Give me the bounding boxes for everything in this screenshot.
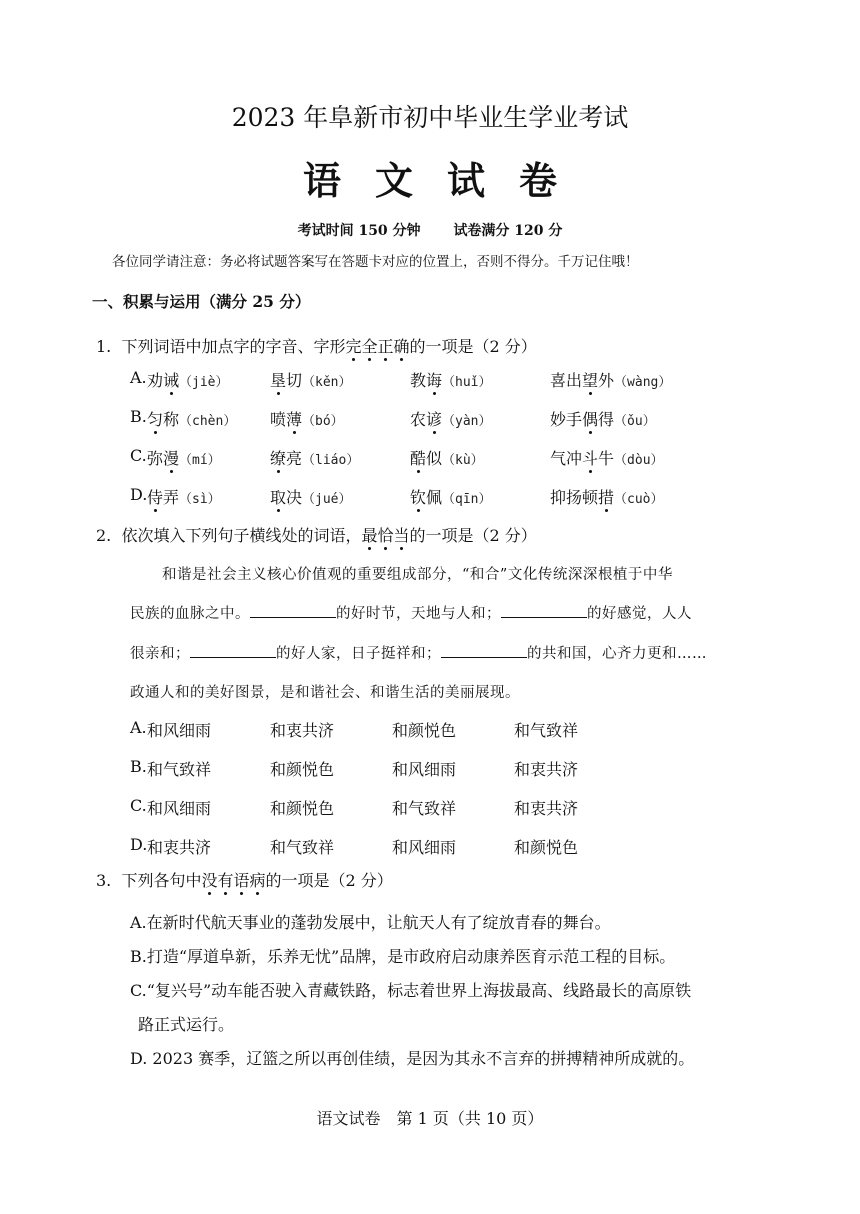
word-text: 亮: [286, 449, 303, 468]
word-text: 教: [410, 371, 427, 390]
pinyin: （ǒu）: [614, 414, 656, 429]
option-word[interactable]: [410, 368, 492, 391]
passage-text: 的好人家，日子挺祥和；: [276, 646, 441, 662]
option-label[interactable]: C.: [130, 796, 147, 815]
option-word[interactable]: 和颜悦色: [392, 721, 457, 740]
passage-text: 的好时节，天地与人和；: [336, 606, 501, 622]
option-label[interactable]: B.: [130, 757, 147, 776]
option-word[interactable]: 和衷共济: [147, 838, 212, 857]
word-text: 佩: [426, 488, 443, 507]
option-word[interactable]: 和气致祥: [392, 799, 457, 818]
pinyin: （kù）: [442, 453, 484, 468]
pinyin: （chèn）: [179, 414, 237, 429]
stem-text: 下列各句中: [121, 871, 202, 890]
option-label[interactable]: A.: [130, 718, 147, 737]
emphasis-char: 正: [377, 337, 394, 356]
exam-notice: 各位同学请注意：务必将试题答案写在答题卡对应的位置上，否则不得分。千万记住哦！: [112, 254, 639, 270]
pinyin: （dòu）: [614, 453, 664, 468]
pinyin: （huǐ）: [442, 375, 492, 390]
option-label[interactable]: D.: [130, 485, 148, 504]
emphasis-char: 完: [345, 337, 362, 356]
pinyin: （jué）: [302, 492, 352, 507]
option-label[interactable]: C.: [130, 446, 147, 465]
stem-text: 的一项是（2 分）: [265, 871, 393, 890]
emphasis-char: 恰: [377, 526, 394, 545]
fill-blank[interactable]: [250, 605, 336, 618]
option-word[interactable]: [270, 485, 352, 508]
pinyin: （liáo）: [302, 453, 360, 468]
word-text: 得: [598, 410, 615, 429]
word-text: 喜出: [550, 371, 583, 390]
pinyin: （kěn）: [302, 375, 352, 390]
option-word[interactable]: [147, 485, 221, 508]
emphasis-char: 漫: [163, 449, 180, 468]
emphasis-char: 侍: [147, 488, 164, 507]
full-score: 试卷满分 120 分: [453, 223, 563, 239]
question-3-option-d[interactable]: D. 2023 赛季，辽篮之所以再创佳绩，是因为其永不言弃的拼搏精神所成就的。: [130, 1049, 695, 1068]
stem-text: 的一项是（2 分）: [409, 526, 537, 545]
word-text: 弄: [163, 488, 180, 507]
emphasis-char: 谚: [426, 410, 443, 429]
emphasis-char: 缭: [270, 449, 287, 468]
fill-blank[interactable]: [441, 645, 527, 658]
option-word[interactable]: 和风细雨: [392, 838, 457, 857]
emphasis-char: 最: [361, 526, 378, 545]
passage-text: 民族的血脉之中。: [130, 606, 250, 622]
page-footer: 语文试卷 第 1 页（共 10 页）: [316, 1109, 544, 1128]
emphasis-char: 当: [393, 526, 410, 545]
option-word[interactable]: 和气致祥: [514, 721, 579, 740]
emphasis-char: 望: [582, 371, 599, 390]
question-3-option-b[interactable]: B.打造“厚道阜新，乐养无忧”品牌，是市政府启动康养医育示范工程的目标。: [130, 947, 676, 966]
emphasis-char: 偶: [582, 410, 599, 429]
emphasis-char: 有: [217, 871, 234, 890]
passage-line-3: [130, 642, 707, 663]
word-text: 决: [286, 488, 303, 507]
pinyin: （yàn）: [442, 414, 492, 429]
question-1-stem: [96, 334, 537, 357]
option-word[interactable]: [147, 446, 221, 469]
fill-blank[interactable]: [190, 645, 276, 658]
word-text: 称: [163, 410, 180, 429]
emphasis-char: 全: [361, 337, 378, 356]
word-text: 似: [426, 449, 443, 468]
emphasis-char: 钦: [410, 488, 427, 507]
exam-info: [0, 220, 860, 240]
exam-title: 2023 年阜新市初中毕业生学业考试: [231, 103, 629, 132]
word-text: 弥: [147, 449, 164, 468]
option-word[interactable]: [270, 368, 352, 391]
option-word[interactable]: 和衷共济: [514, 799, 579, 818]
option-word[interactable]: [270, 446, 359, 469]
option-word[interactable]: 和气致祥: [147, 760, 212, 779]
question-number: 3.: [96, 871, 112, 890]
question-number: 2.: [96, 526, 112, 545]
option-word[interactable]: 和气致祥: [270, 838, 335, 857]
stem-text: 依次填入下列句子横线处的词语，: [121, 526, 362, 545]
section-heading: 一、积累与运用（满分 25 分）: [92, 292, 311, 311]
passage-line-1: 和谐是社会主义核心价值观的重要组成部分，“和合”文化传统深深根植于中华: [162, 567, 673, 583]
option-word[interactable]: [147, 368, 229, 391]
option-word[interactable]: [147, 407, 236, 430]
emphasis-char: 诲: [426, 371, 443, 390]
stem-text: 下列词语中加点字的字音、字形: [121, 337, 346, 356]
option-word[interactable]: 和颜悦色: [270, 760, 335, 779]
option-word[interactable]: 和衷共济: [514, 760, 579, 779]
emphasis-char: 酷: [410, 449, 427, 468]
word-text: 抑扬顿: [550, 488, 599, 507]
passage-text: 很亲和；: [130, 646, 190, 662]
word-text: 切: [286, 371, 303, 390]
word-text: 外: [598, 371, 615, 390]
emphasis-char: 没: [201, 871, 218, 890]
question-2-stem: [96, 523, 537, 546]
option-word[interactable]: 和颜悦色: [270, 799, 335, 818]
pinyin: （bó）: [302, 414, 344, 429]
emphasis-char: 垦: [270, 371, 287, 390]
option-word[interactable]: [550, 446, 664, 469]
exam-subject-title: 语文试卷: [302, 158, 591, 203]
option-word[interactable]: [410, 407, 492, 430]
option-word[interactable]: 和风细雨: [147, 721, 212, 740]
question-number: 1.: [96, 337, 112, 356]
option-word[interactable]: [550, 368, 671, 391]
stem-text: 的一项是（2 分）: [409, 337, 537, 356]
pinyin: （wàng）: [614, 375, 672, 390]
emphasis-char: 病: [249, 871, 266, 890]
option-label[interactable]: A.: [130, 368, 147, 387]
emphasis-char: 薄: [286, 410, 303, 429]
question-3-option-c-cont: 路正式运行。: [138, 1015, 235, 1034]
question-3-option-c[interactable]: C.“复兴号”动车能否驶入青藏铁路，标志着世界上海拔最高、线路最长的高原铁: [130, 981, 692, 1000]
word-text: 劝: [147, 371, 164, 390]
question-3-stem: [96, 868, 393, 891]
emphasis-char: 取: [270, 488, 287, 507]
passage-text: 的好感觉，人人: [587, 606, 692, 622]
word-text: 喷: [270, 410, 287, 429]
pinyin: （cuò）: [614, 492, 664, 507]
option-word[interactable]: [550, 407, 656, 430]
exam-time: 考试时间 150 分钟: [297, 223, 421, 239]
passage-line-4: 政通人和的美好图景，是和谐社会、和谐生活的美丽展现。: [130, 685, 520, 701]
option-word[interactable]: 和风细雨: [392, 760, 457, 779]
emphasis-char: 确: [393, 337, 410, 356]
emphasis-char: 斗: [582, 449, 599, 468]
option-label[interactable]: D.: [130, 835, 148, 854]
question-3-option-a[interactable]: A.在新时代航天事业的蓬勃发展中，让航天人有了绽放青春的舞台。: [130, 913, 611, 932]
passage-text: 的共和国，心齐力更和……: [527, 646, 707, 662]
word-text: 气冲: [550, 449, 583, 468]
option-word[interactable]: 和颜悦色: [514, 838, 579, 857]
option-word[interactable]: [410, 485, 492, 508]
word-text: 妙手: [550, 410, 583, 429]
option-label[interactable]: B.: [130, 407, 147, 426]
fill-blank[interactable]: [501, 605, 587, 618]
pinyin: （sì）: [179, 492, 221, 507]
pinyin: （jiè）: [179, 375, 229, 390]
pinyin: （qīn）: [442, 492, 492, 507]
emphasis-char: 措: [598, 488, 615, 507]
option-word[interactable]: [550, 485, 664, 508]
option-word[interactable]: 和衷共济: [270, 721, 335, 740]
passage-line-2: [130, 602, 692, 623]
pinyin: （mí）: [179, 453, 221, 468]
option-word[interactable]: [270, 407, 344, 430]
option-word[interactable]: 和风细雨: [147, 799, 212, 818]
word-text: 农: [410, 410, 427, 429]
emphasis-char: 匀: [147, 410, 164, 429]
word-text: 牛: [598, 449, 615, 468]
option-word[interactable]: [410, 446, 484, 469]
emphasis-char: 诫: [163, 371, 180, 390]
emphasis-char: 语: [233, 871, 250, 890]
